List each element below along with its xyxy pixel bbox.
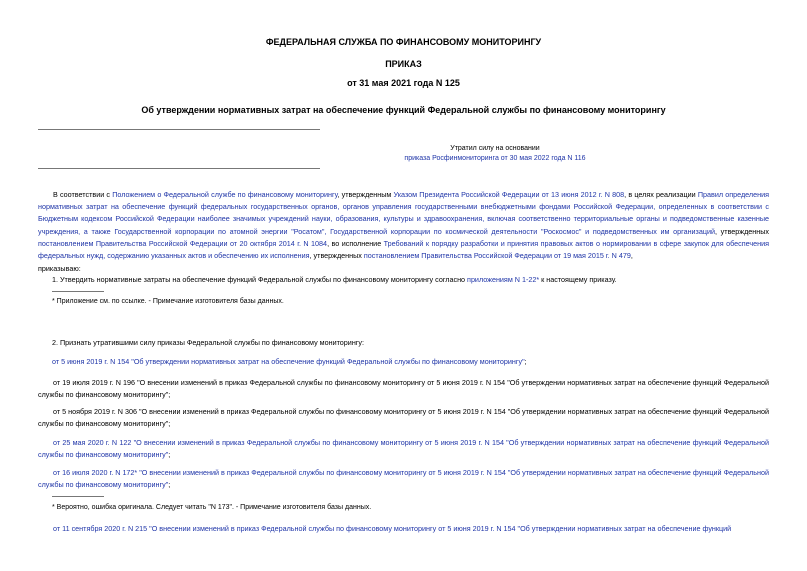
preamble-paragraph [38, 189, 769, 262]
preamble-text-7: , [630, 251, 633, 261]
item-1-tail: к настоящему приказу. [539, 275, 617, 284]
footnote-divider-2 [52, 496, 104, 497]
divider-top [38, 129, 320, 130]
link-order-172[interactable]: от 16 июля 2020 г. N 172* "О внесении изменений в приказ Федеральной службы по финансовому мониторингу от 5 июня 2019 г. N 154 "Об утверждении нормативных затрат на обеспечение функций Федеральной службы по финансовому мониторингу" [38, 468, 769, 490]
list-item [38, 437, 769, 461]
status-note-line1: Утратил силу на основании [450, 145, 540, 152]
preamble-text-6: , утвержденных [309, 251, 364, 261]
document-type: ПРИКАЗ [385, 59, 422, 69]
list-item [38, 377, 769, 401]
list-item [38, 406, 769, 430]
agency-title: ФЕДЕРАЛЬНАЯ СЛУЖБА ПО ФИНАНСОВОМУ МОНИТОРИНГУ [265, 37, 542, 47]
list-item-text: от 5 ноября 2019 г. N 306 "О внесении изменений в приказ Федеральной службы по финансовому мониторингу от 5 июня 2019 г. N 154 "Об утверждении нормативных затрат на обеспечение функций Федеральной службы по финансовому мониторингу" [38, 407, 769, 429]
preamble-text-2: , утвержденным [337, 190, 394, 199]
link-rules[interactable]: Правил определения нормативных затрат на обеспечение функций федеральных государственных органов, органов управления государственными внебюджетными фондами Российской Федерации, определенных в соответствии с Бюджетным кодексом Российской Федерации наиболее значимых учреждений науки, образования, культуры и здравоохранения, включая соответственно территориальные органы и подведомственные казенные учреждения, а также Государственной корпорации по атомной энергии "Росатом", Государственной корпорации по космической деятельности "Роскосмос" и подведомственных им организаций [38, 190, 769, 236]
link-appendices[interactable]: приложениям N 1-22* [467, 275, 540, 284]
list-item-text: от 19 июля 2019 г. N 196 "О внесении изменений в приказ Федеральной службы по финансовому мониторингу от 5 июня 2019 г. N 154 "Об утверждении нормативных затрат на обеспечение функций Федеральной службы по финансовому мониторингу" [38, 378, 769, 400]
preamble-text-1: В соответствии с [53, 190, 113, 199]
item-2: 2. Признать утратившими силу приказы Федеральной службы по финансовому мониторингу: [52, 338, 364, 347]
list-item [38, 467, 769, 491]
list-item-tail: ; [168, 480, 171, 490]
link-resolution-479[interactable]: постановлением Правительства Российской Федерации от 19 мая 2015 г. N 479 [363, 251, 631, 261]
link-regulation[interactable]: Положением о Федеральной службе по финансовому мониторингу [112, 190, 338, 199]
footnote-2: * Вероятно, ошибка оригинала. Следует читать "N 173". - Примечание изготовителя базы данных. [52, 504, 372, 511]
footnote-divider-1 [52, 291, 104, 292]
link-order-122[interactable]: от 25 мая 2020 г. N 122 "О внесении изменений в приказ Федеральной службы по финансовому мониторингу от 5 июня 2019 г. N 154 "Об утверждении нормативных затрат на обеспечение функций Федеральной службы по финансовому мониторингу" [38, 438, 769, 460]
preamble-text-3: , в целях реализации [624, 190, 698, 199]
preamble-text-5: , во исполнение [327, 238, 384, 248]
list-item-tail: ; [168, 450, 171, 460]
preamble-text-4: , утвержденных [715, 226, 769, 236]
item-1-text: 1. Утвердить нормативные затраты на обеспечение функций Федеральной службы по финансовому мониторингу согласно [52, 275, 468, 284]
link-decree[interactable]: Указом Президента Российской Федерации от 13 июня 2012 г. N 808 [393, 190, 625, 199]
link-order-215[interactable]: от 11 сентября 2020 г. N 215 "О внесении изменений в приказ Федеральной службы по финансовому мониторингу от 5 июня 2019 г. N 154 "Об утверждении нормативных затрат на обеспечение функций [53, 524, 732, 533]
link-requirements[interactable]: Требований к порядку разработки и принятия правовых актов о нормировании в сфере закупок для обеспечения федеральных нужд, содержанию указанных актов и обеспечению их исполнения [38, 238, 769, 261]
list-item-tail: ; [168, 419, 171, 429]
item-1 [52, 274, 617, 286]
divider-bottom [38, 168, 320, 169]
list-item-tail: ; [168, 390, 171, 400]
document-date-number: от 31 мая 2021 года N 125 [347, 78, 460, 88]
footnote-1: * Приложение см. по ссылке. - Примечание изготовителя базы данных. [52, 298, 284, 305]
status-note-link[interactable]: приказа Росфинмониторинга от 30 мая 2022 года N 116 [404, 155, 586, 162]
document-subject: Об утверждении нормативных затрат на обеспечение функций Федеральной службы по финансовому мониторингу [141, 105, 666, 115]
prikazyvayu-text: приказываю: [38, 264, 81, 273]
list-item [52, 356, 527, 368]
list-item-tail: ; [524, 357, 527, 366]
link-resolution-1084[interactable]: постановлением Правительства Российской Федерации от 20 октября 2014 г. N 1084 [38, 238, 328, 248]
link-order-154[interactable]: от 5 июня 2019 г. N 154 "Об утверждении нормативных затрат на обеспечение функций Федеральной службы по финансовому мониторингу" [52, 357, 525, 366]
